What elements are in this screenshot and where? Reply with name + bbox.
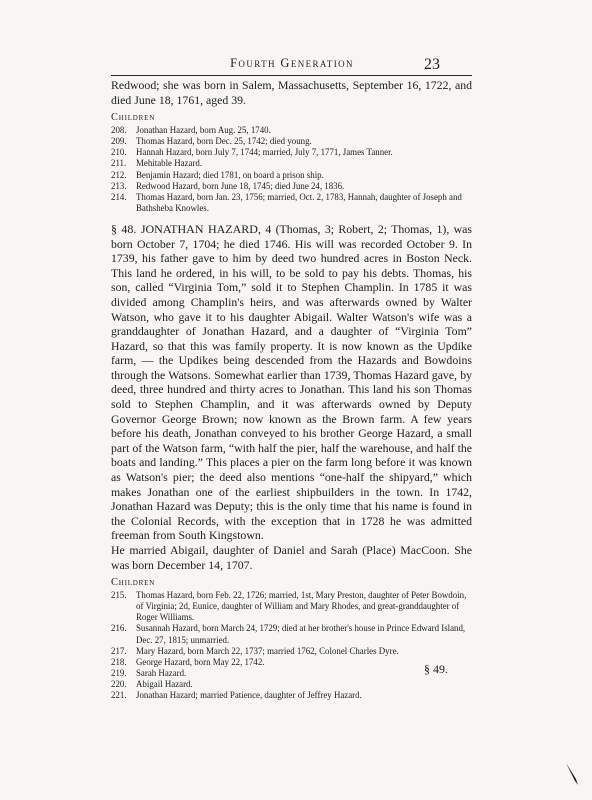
child-number: 211. (111, 158, 127, 169)
marriage-paragraph: He married Abigail, daughter of Daniel and Sarah (Place) MacCoon. She was born December 14, 1707. (111, 543, 472, 572)
child-number: 210. (111, 147, 127, 158)
child-entry (111, 158, 472, 169)
running-header: Fourth Generation (230, 56, 354, 70)
child-text: Jonathan Hazard, born Aug. 25, 1740. (136, 125, 271, 136)
child-text: Mary Hazard, born March 22, 1737; married 1762, Colonel Charles Dyre. (136, 645, 399, 656)
child-text: Mehitable Hazard. (136, 158, 203, 169)
child-entry (111, 690, 472, 701)
child-number: 208. (111, 125, 127, 136)
next-section-reference: § 49. (424, 662, 448, 676)
child-entry (111, 646, 472, 657)
child-entry (111, 147, 472, 158)
child-entry (111, 657, 472, 668)
header-rule (111, 75, 472, 76)
corner-mark-icon (565, 762, 579, 786)
child-text: Thomas Hazard, born Jan. 23, 1756; married, Oct. 2, 1783, Hannah, daughter of Joseph and Bathsheba Knowles. (136, 191, 462, 213)
children-list-1 (111, 125, 472, 214)
child-entry (111, 668, 472, 679)
child-text: Abigail Hazard. (136, 678, 193, 689)
child-number: 220. (111, 678, 127, 689)
child-text: Sarah Hazard. (136, 667, 187, 678)
child-number: 218. (111, 656, 127, 667)
child-text: Benjamin Hazard; died 1781, on board a prison ship. (136, 169, 324, 180)
child-text: George Hazard, born May 22, 1742. (136, 656, 265, 667)
child-number: 217. (111, 645, 127, 656)
children-heading: Children (111, 112, 156, 124)
section-48-paragraph (111, 222, 472, 543)
child-entry (111, 192, 472, 214)
page-content (111, 78, 472, 701)
child-number: 215. (111, 590, 127, 601)
child-entry (111, 136, 472, 147)
child-text: Thomas Hazard, born Dec. 25, 1742; died young. (136, 136, 312, 147)
child-text: Susannah Hazard, born March 24, 1729; died at her brother's house in Prince Edward Island, Dec. 27, 1815; unmarried. (136, 623, 466, 645)
child-entry (111, 125, 472, 136)
section-48-title: § 48. JONATHAN HAZARD, (111, 221, 261, 236)
child-number: 213. (111, 180, 127, 191)
child-text: Redwood Hazard, born June 18, 1745; died June 24, 1836. (136, 180, 345, 191)
child-entry (111, 181, 472, 192)
section-48-text: 4 (Thomas, 3; Robert, 2; Thomas, 1), was born October 7, 1704; he died 1746. His will was recorded October 9. In 1739, his father gave to him by deed two hundred acres in Boston Neck. This land he ordered, in his will, to be sold to pay his debts. Thomas, his son, called “Virginia Tom,” sold it to Stephen Champlin. In 1785 it was divided among Champlin's heirs, and was afterwards owned by Walter Watson, who gave it to his daughter Abigail. Walter Watson's wife was a granddaughter of Jonathan Hazard, and a daughter of “Virginia Tom” Hazard, so that this was family property. It is now known as the Updike farm, — the Updikes being descended from the Hazards and Bowdoins through the Watsons. Somewhat earlier than 1739, Thomas Hazard gave, by deed, three hundred and thirty acres to Jonathan. This land his son Thomas sold to Stephen Champlin, and it was afterwards owned by Deputy Governor George Brown; now known as the Brown farm. A few years before his death, Jonathan conveyed to his brother George Hazard, a small part of the Watson farm, “with half the pier, half the warehouse, and half the boats and landing.” This places a pier on the farm long before it was known as Watson's pier; the deed also mentions “one-half the shipyard,” which makes Jonathan one of the earliest shipbuilders in the town. In 1742, Jonathan Hazard was Deputy; this is the only time that his name is found in the Colonial Records, with the exception that in 1728 he was admitted freeman from South Kingstown. (111, 221, 473, 543)
child-number: 209. (111, 136, 127, 147)
page-number: 23 (424, 56, 440, 73)
child-entry (111, 590, 472, 623)
child-number: 221. (111, 690, 127, 701)
child-number: 216. (111, 623, 127, 634)
children-list-2 (111, 590, 472, 701)
child-entry (111, 679, 472, 690)
child-text: Thomas Hazard, born Feb. 22, 1726; married, 1st, Mary Preston, daughter of Peter Bowdoin, of Virginia; 2d, Eunice, daughter of William and Mary Rhodes, and great-granddaughter of Roger Williams. (136, 590, 467, 623)
child-entry (111, 170, 472, 181)
children-heading: Children (111, 577, 156, 589)
child-number: 212. (111, 169, 127, 180)
continuation-paragraph: Redwood; she was born in Salem, Massachusetts, September 16, 1722, and died June 18, 1761, aged 39. (111, 78, 472, 107)
child-text: Hannah Hazard, born July 7, 1744; married, July 7, 1771, James Tanner. (136, 147, 393, 158)
child-entry (111, 623, 472, 645)
child-number: 219. (111, 667, 127, 678)
child-number: 214. (111, 191, 127, 202)
child-text: Jonathan Hazard; married Patience, daughter of Jeffrey Hazard. (136, 690, 362, 701)
